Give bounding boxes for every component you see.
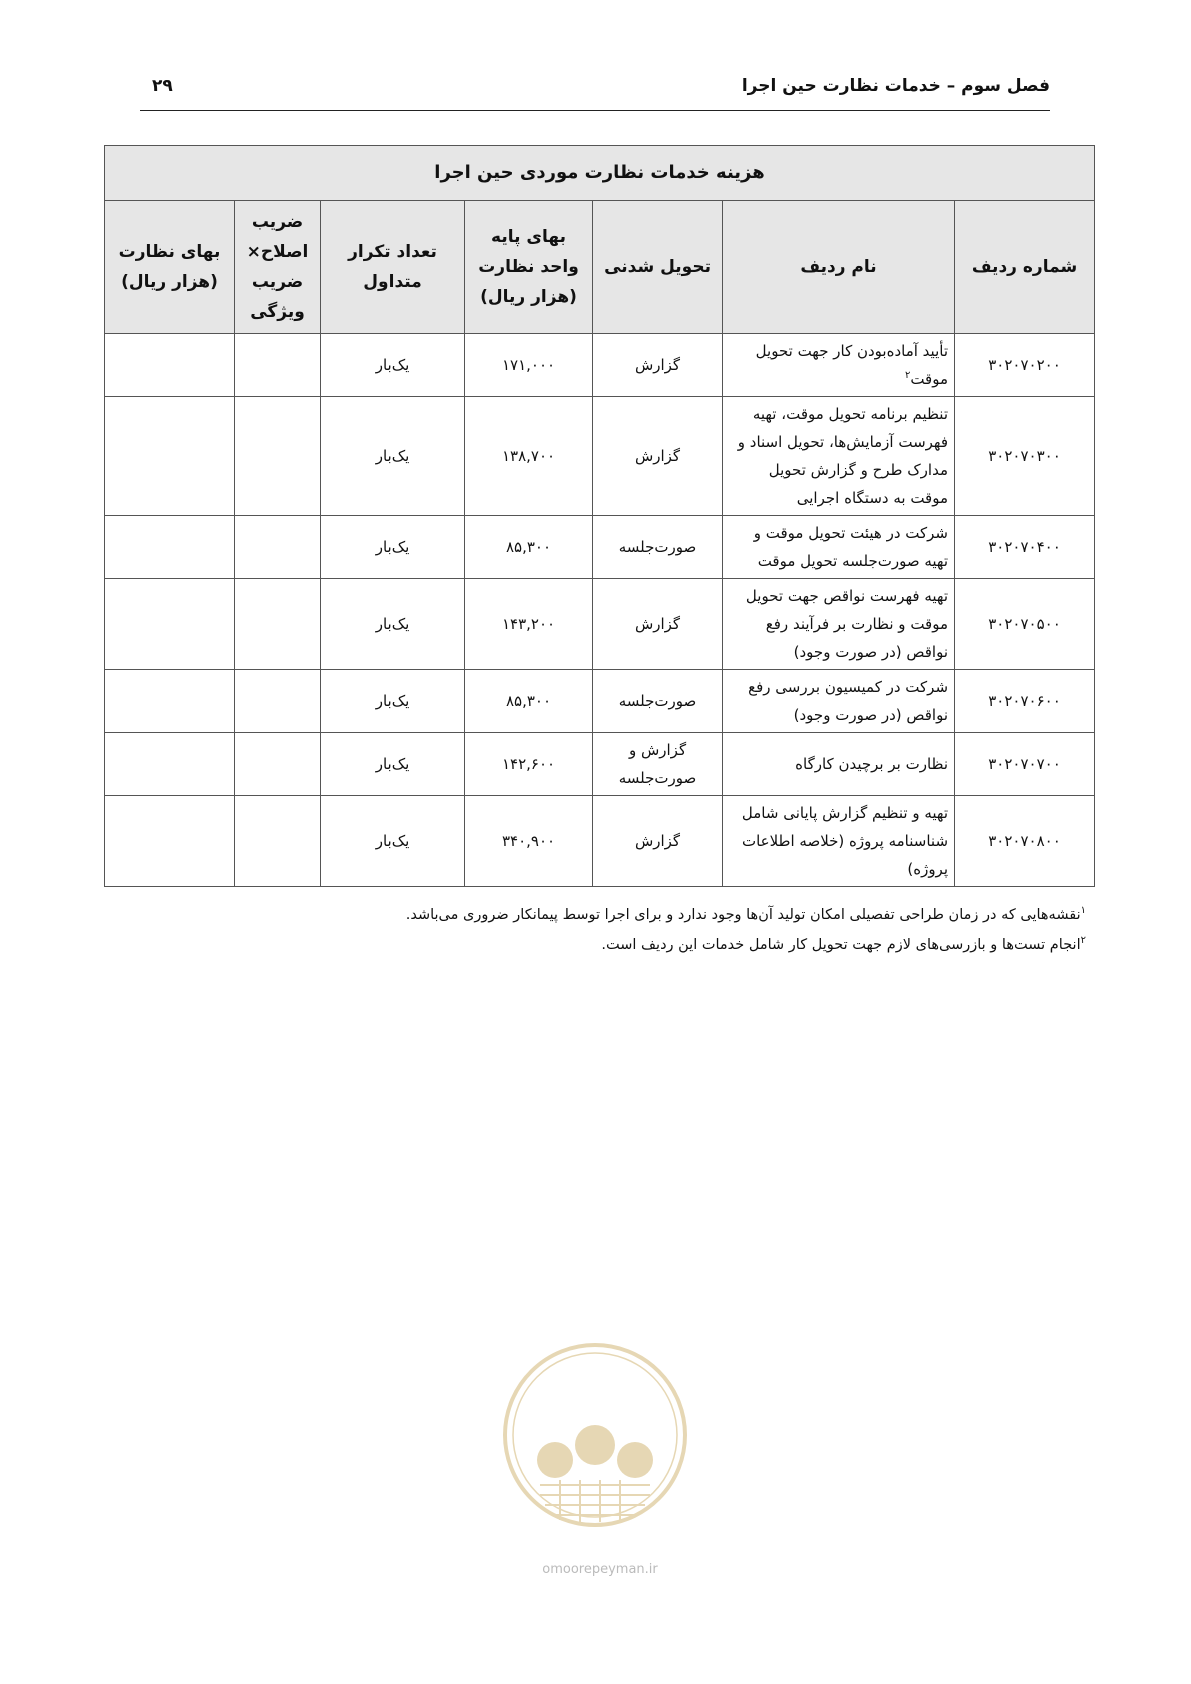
footnote-text: انجام تست‌ها و بازرسی‌های لازم جهت تحویل کار شامل خدمات این ردیف است. bbox=[601, 937, 1081, 953]
row-name: تهیه و تنظیم گزارش پایانی شامل شناسنامه پروژه (خلاصه اطلاعات پروژه) bbox=[723, 796, 955, 887]
footnote-text: نقشه‌هایی که در زمان طراحی تفصیلی امکان تولید آن‌ها وجود ندارد و برای اجرا توسط پیمانکار ضروری می‌باشد. bbox=[405, 907, 1081, 923]
row-price bbox=[105, 397, 235, 516]
row-price bbox=[105, 796, 235, 887]
row-name: تهیه فهرست نواقص جهت تحویل موقت و نظارت بر فرآیند رفع نواقص (در صورت وجود) bbox=[723, 579, 955, 670]
row-code: ۳۰۲۰۷۰۸۰۰ bbox=[955, 796, 1095, 887]
row-name: شرکت در کمیسیون بررسی رفع نواقص (در صورت وجود) bbox=[723, 670, 955, 733]
row-base-price: ۱۴۲,۶۰۰ bbox=[465, 733, 593, 796]
row-base-price: ۳۴۰,۹۰۰ bbox=[465, 796, 593, 887]
row-frequency: یک‌بار bbox=[321, 796, 465, 887]
page-number: ۲۹ bbox=[152, 76, 173, 96]
row-deliverable: صورت‌جلسه bbox=[593, 670, 723, 733]
column-header: ضریب اصلاح× ضریب ویژگی bbox=[235, 201, 321, 334]
row-deliverable: گزارش bbox=[593, 334, 723, 397]
row-base-price: ۱۷۱,۰۰۰ bbox=[465, 334, 593, 397]
row-coefficient bbox=[235, 516, 321, 579]
chapter-title: فصل سوم – خدمات نظارت حین اجرا bbox=[741, 76, 1050, 96]
row-price bbox=[105, 579, 235, 670]
watermark-logo bbox=[490, 1330, 700, 1560]
table-row bbox=[105, 334, 1095, 397]
row-code: ۳۰۲۰۷۰۶۰۰ bbox=[955, 670, 1095, 733]
row-frequency: یک‌بار bbox=[321, 516, 465, 579]
row-price bbox=[105, 670, 235, 733]
row-frequency: یک‌بار bbox=[321, 579, 465, 670]
row-coefficient bbox=[235, 733, 321, 796]
footnote-mark: ۱ bbox=[1080, 905, 1086, 917]
table-row bbox=[105, 579, 1095, 670]
footnote-mark: ۲ bbox=[1080, 935, 1086, 947]
row-name: شرکت در هیئت تحویل موقت و تهیه صورت‌جلسه تحویل موقت bbox=[723, 516, 955, 579]
row-coefficient bbox=[235, 397, 321, 516]
row-coefficient bbox=[235, 796, 321, 887]
row-code: ۳۰۲۰۷۰۳۰۰ bbox=[955, 397, 1095, 516]
column-header: تعداد تکرار متداول bbox=[321, 201, 465, 334]
table-title: هزینه خدمات نظارت موردی حین اجرا bbox=[105, 146, 1095, 201]
row-coefficient bbox=[235, 334, 321, 397]
footnote bbox=[186, 930, 1086, 960]
row-deliverable: صورت‌جلسه bbox=[593, 516, 723, 579]
table-row bbox=[105, 516, 1095, 579]
row-name: تأیید آماده‌بودن کار جهت تحویل موقت$^۲$ bbox=[723, 334, 955, 397]
table-row bbox=[105, 733, 1095, 796]
row-base-price: ۸۵,۳۰۰ bbox=[465, 670, 593, 733]
row-frequency: یک‌بار bbox=[321, 670, 465, 733]
row-code: ۳۰۲۰۷۰۷۰۰ bbox=[955, 733, 1095, 796]
row-code: ۳۰۲۰۷۰۴۰۰ bbox=[955, 516, 1095, 579]
column-header: تحویل شدنی bbox=[593, 201, 723, 334]
row-frequency: یک‌بار bbox=[321, 733, 465, 796]
row-code: ۳۰۲۰۷۰۲۰۰ bbox=[955, 334, 1095, 397]
row-code: ۳۰۲۰۷۰۵۰۰ bbox=[955, 579, 1095, 670]
row-price bbox=[105, 733, 235, 796]
row-name: نظارت بر برچیدن کارگاه bbox=[723, 733, 955, 796]
table-row bbox=[105, 796, 1095, 887]
footnote-ref: ۲ bbox=[904, 370, 911, 381]
row-deliverable: گزارش و صورت‌جلسه bbox=[593, 733, 723, 796]
row-price bbox=[105, 516, 235, 579]
column-header: شماره ردیف bbox=[955, 201, 1095, 334]
column-header: نام ردیف bbox=[723, 201, 955, 334]
row-frequency: یک‌بار bbox=[321, 334, 465, 397]
footnote bbox=[186, 900, 1086, 930]
row-frequency: یک‌بار bbox=[321, 397, 465, 516]
row-base-price: ۱۴۳,۲۰۰ bbox=[465, 579, 593, 670]
table-body bbox=[105, 334, 1095, 887]
row-coefficient bbox=[235, 670, 321, 733]
row-name: تنظیم برنامه تحویل موقت، تهیه فهرست آزمایش‌ها، تحویل اسناد و مدارک طرح و گزارش تحویل موقت به دستگاه اجرایی bbox=[723, 397, 955, 516]
row-base-price: ۱۳۸,۷۰۰ bbox=[465, 397, 593, 516]
page-header bbox=[140, 72, 1050, 111]
row-coefficient bbox=[235, 579, 321, 670]
table-row bbox=[105, 397, 1095, 516]
row-deliverable: گزارش bbox=[593, 796, 723, 887]
cost-table bbox=[104, 145, 1095, 887]
column-header: بهای پایه واحد نظارت (هزار ریال) bbox=[465, 201, 593, 334]
row-deliverable: گزارش bbox=[593, 579, 723, 670]
table-row bbox=[105, 670, 1095, 733]
row-base-price: ۸۵,۳۰۰ bbox=[465, 516, 593, 579]
footnotes bbox=[186, 900, 1086, 960]
row-price bbox=[105, 334, 235, 397]
row-deliverable: گزارش bbox=[593, 397, 723, 516]
watermark-site: omoorepeyman.ir bbox=[542, 1562, 658, 1577]
column-header: بهای نظارت (هزار ریال) bbox=[105, 201, 235, 334]
